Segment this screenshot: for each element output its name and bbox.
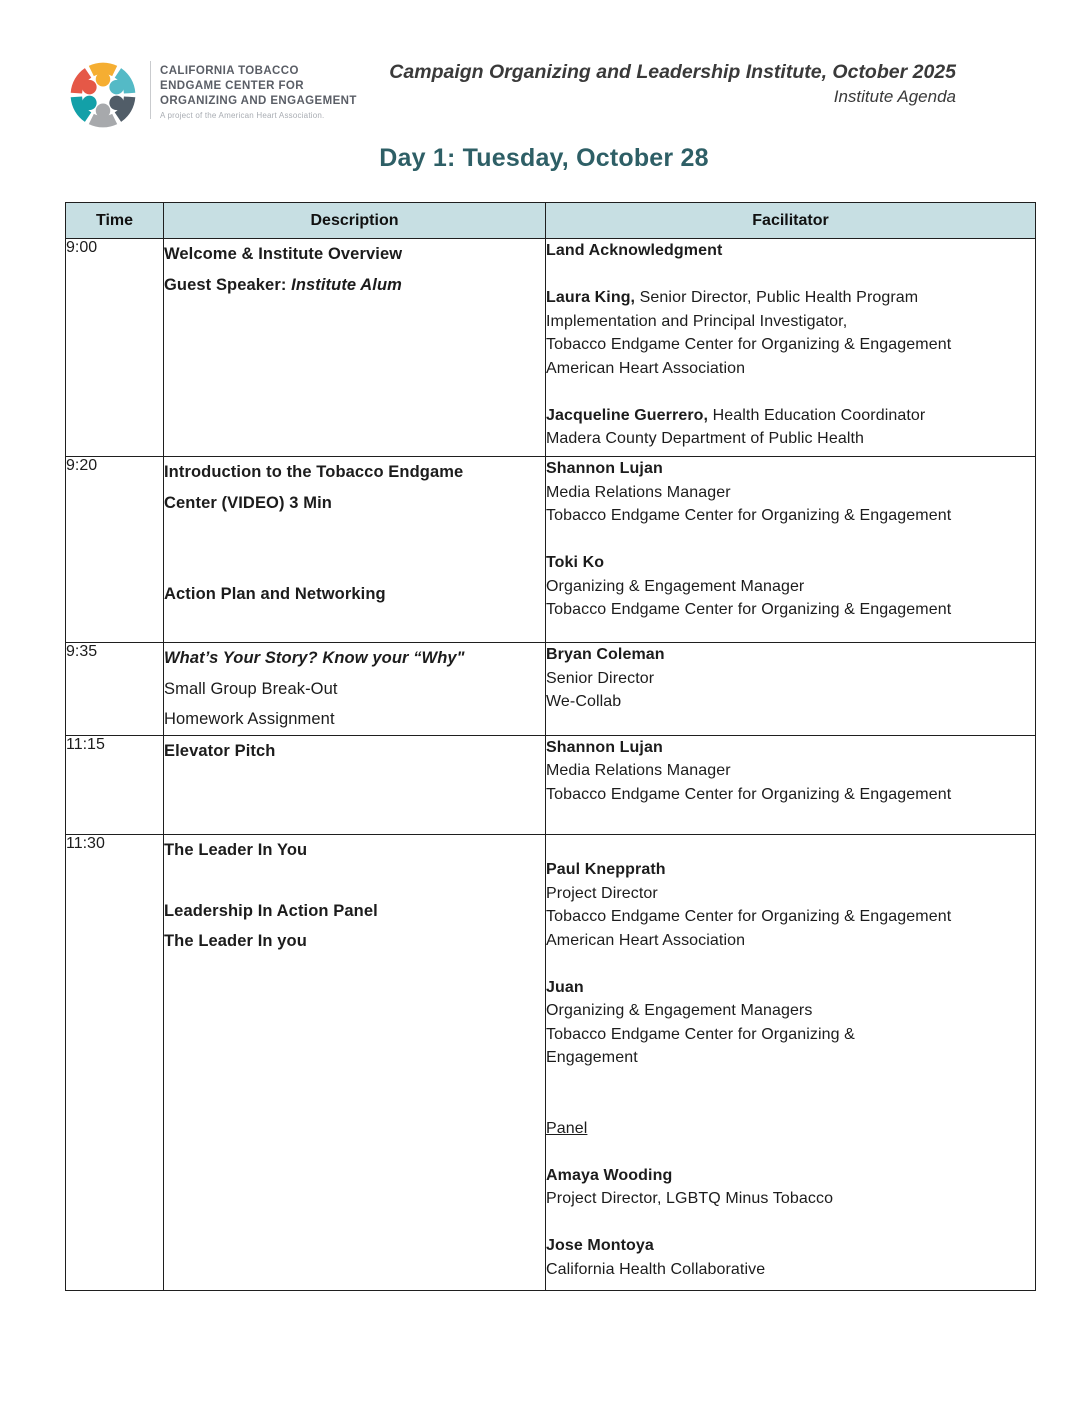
facilitator-cell (546, 834, 1036, 1290)
fac-line: Project Director, LGBTQ Minus Tobacco (546, 1190, 834, 1207)
fac-line: California Health Collaborative (546, 1260, 766, 1278)
header-subtitle: Institute Agenda (833, 87, 956, 106)
fac-line (546, 528, 1035, 552)
desc-line: Small Group Break-Out (164, 679, 338, 698)
fac-line: We-Collab (546, 693, 622, 710)
fac-line: Tobacco Endgame Center for Organizing & Engagement (546, 908, 952, 925)
logo (63, 55, 357, 135)
fac-line (546, 835, 1035, 859)
desc-line: The Leader In you (164, 932, 307, 950)
desc-line: Homework Assignment (164, 710, 335, 728)
desc-line: Center (VIDEO) 3 Min (164, 493, 332, 512)
time-cell: 11:15 (66, 735, 164, 834)
logo-org-line-2: ENDGAME CENTER FOR (160, 80, 304, 92)
desc-line: Elevator Pitch (164, 741, 276, 760)
document-header (63, 55, 956, 135)
fac-line: Tobacco Endgame Center for Organizing & Engagement (546, 601, 952, 618)
column-header-facilitator: Facilitator (546, 203, 1036, 239)
agenda-row (66, 457, 1036, 643)
fac-line: Organizing & Engagement Manager (546, 577, 805, 595)
fac-line: Jacqueline Guerrero, Health Education Coordinator (546, 406, 926, 424)
agenda-header-row (66, 203, 1036, 239)
logo-people-icon (63, 55, 143, 135)
fac-line (546, 952, 1035, 976)
fac-line: Implementation and Principal Investigator, (546, 312, 848, 330)
description-cell (164, 735, 546, 834)
fac-line (546, 263, 1035, 287)
agenda-row (66, 643, 1036, 736)
fac-line: Toki Ko (546, 554, 605, 571)
desc-line (164, 865, 545, 896)
desc-line: Action Plan and Networking (164, 585, 386, 603)
description-cell (164, 643, 546, 736)
fac-line: Media Relations Manager (546, 483, 731, 501)
facilitator-cell (546, 735, 1036, 834)
desc-line (164, 518, 545, 549)
fac-line: Project Director (546, 884, 658, 902)
fac-line: Juan (546, 978, 584, 996)
fac-line (546, 380, 1035, 404)
column-header-time: Time (66, 203, 164, 239)
day-title: Day 1: Tuesday, October 28 (379, 144, 709, 172)
facilitator-cell (546, 643, 1036, 736)
logo-tagline: A project of the American Heart Association. (160, 111, 325, 120)
logo-divider (150, 61, 151, 119)
logo-org-line-1: CALIFORNIA TOBACCO (160, 65, 299, 77)
fac-line: Laura King, Senior Director, Public Health Program (546, 289, 919, 306)
fac-line: Engagement (546, 1049, 638, 1066)
header-titles (389, 55, 956, 109)
fac-line: Media Relations Manager (546, 762, 731, 779)
agenda-table (65, 202, 1036, 1291)
fac-line: Panel (546, 1119, 588, 1137)
desc-line: The Leader In You (164, 840, 308, 859)
description-cell (164, 834, 546, 1290)
agenda-row (66, 834, 1036, 1290)
fac-line: Paul Knepprath (546, 861, 666, 878)
fac-line: Shannon Lujan (546, 460, 663, 477)
facilitator-cell (546, 457, 1036, 643)
fac-line: Tobacco Endgame Center for Organizing & Engagement (546, 785, 952, 803)
fac-line (546, 1070, 1035, 1094)
agenda-table-body (66, 239, 1036, 1291)
desc-line: What’s Your Story? Know your “Why" (164, 649, 465, 667)
fac-line: Organizing & Engagement Managers (546, 1002, 813, 1019)
desc-line: Leadership In Action Panel (164, 901, 378, 920)
column-header-description: Description (164, 203, 546, 239)
fac-line (546, 1140, 1035, 1164)
fac-line: Jose Montoya (546, 1237, 654, 1254)
time-cell: 11:30 (66, 834, 164, 1290)
fac-line (546, 1093, 1035, 1117)
time-cell: 9:20 (66, 457, 164, 643)
time-cell: 9:35 (66, 643, 164, 736)
fac-line: Bryan Coleman (546, 646, 665, 663)
fac-line: Shannon Lujan (546, 738, 663, 756)
fac-line: American Heart Association (546, 931, 746, 949)
logo-org-line-3: ORGANIZING AND ENGAGEMENT (160, 95, 357, 107)
agenda-table-wrap (65, 202, 1035, 1291)
fac-line: Amaya Wooding (546, 1166, 673, 1184)
fac-line: Senior Director (546, 669, 655, 687)
agenda-row (66, 735, 1036, 834)
fac-line: Tobacco Endgame Center for Organizing & Engagement (546, 507, 952, 524)
desc-line: Welcome & Institute Overview (164, 245, 403, 263)
desc-line: Guest Speaker: Institute Alum (164, 275, 402, 294)
fac-line: Madera County Department of Public Health (546, 430, 865, 447)
logo-text (160, 55, 357, 120)
description-cell (164, 457, 546, 643)
time-cell: 9:00 (66, 239, 164, 457)
fac-line: Land Acknowledgment (546, 242, 723, 259)
facilitator-cell (546, 239, 1036, 457)
desc-line: Introduction to the Tobacco Endgame (164, 463, 464, 481)
fac-line: Tobacco Endgame Center for Organizing & (546, 1025, 855, 1043)
header-title: Campaign Organizing and Leadership Institute, October 2025 (389, 61, 956, 83)
fac-line: American Heart Association (546, 359, 746, 377)
desc-line (164, 549, 545, 580)
description-cell (164, 239, 546, 457)
fac-line (546, 1211, 1035, 1235)
agenda-row (66, 239, 1036, 457)
fac-line: Tobacco Endgame Center for Organizing & Engagement (546, 336, 952, 353)
